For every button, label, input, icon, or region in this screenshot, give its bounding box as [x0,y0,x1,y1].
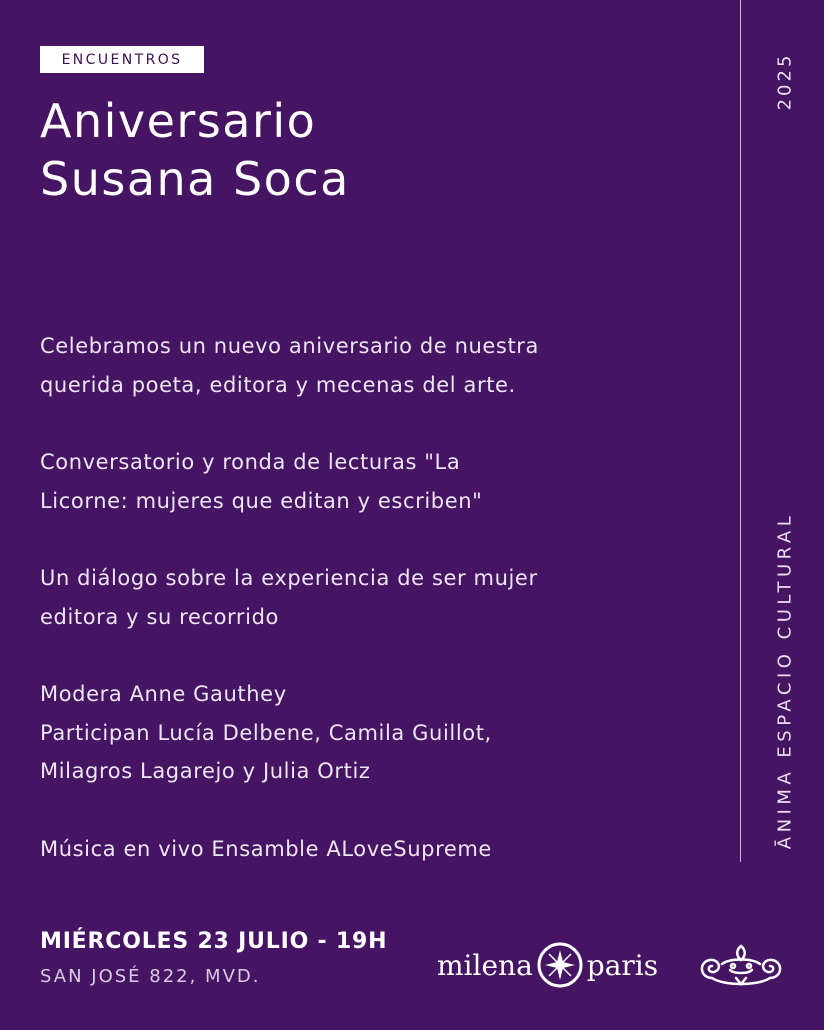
paragraph-musica [40,830,680,869]
text-line: Milagros Lagarejo y Julia Ortiz [40,759,371,783]
paragraph-conversatorio [40,443,680,520]
year-label [765,48,805,114]
event-address: SAN JOSÉ 822, MVD. [40,966,261,987]
text-line: Modera Anne Gauthey [40,682,287,706]
year-text: 2025 [774,52,796,110]
venue-brand-vertical [770,494,800,866]
text-line: Licorne: mujeres que editan y escriben" [40,488,483,513]
title-line-1: Aniversario [40,94,317,148]
milena-paris-logo [437,938,658,992]
text-line: Participan Lucía Delbene, Camila Guillot, [40,720,492,745]
text-line: querida poeta, editora y mecenas del arte. [40,372,516,397]
paragraph-participantes [40,675,680,791]
text-line: Celebramos un nuevo aniversario de nuestra [40,334,540,358]
venue-brand-text: ĀNIMA ESPACIO CULTURAL [774,511,796,849]
logo-paris-text: paris [586,948,659,982]
event-description [40,327,680,907]
text-line: Un diálogo sobre la experiencia de ser mujer [40,566,538,590]
category-badge: ENCUENTROS [40,46,204,73]
milena-paris-star-mark-icon [535,940,585,990]
title-line-2: Susana Soca [40,152,350,206]
event-date: MIÉRCOLES 23 JULIO - 19H [40,929,388,954]
text-line: editora y su recorrido [40,604,279,629]
paragraph-intro [40,327,680,404]
logo-milena-text: milena [437,948,533,982]
event-title [40,92,350,208]
text-line: Música en vivo Ensamble ALoveSupreme [40,836,492,861]
ornamental-emblem-icon [692,940,790,992]
paragraph-dialogo [40,559,680,636]
vertical-divider [740,0,741,862]
text-line: Conversatorio y ronda de lecturas "La [40,450,461,474]
